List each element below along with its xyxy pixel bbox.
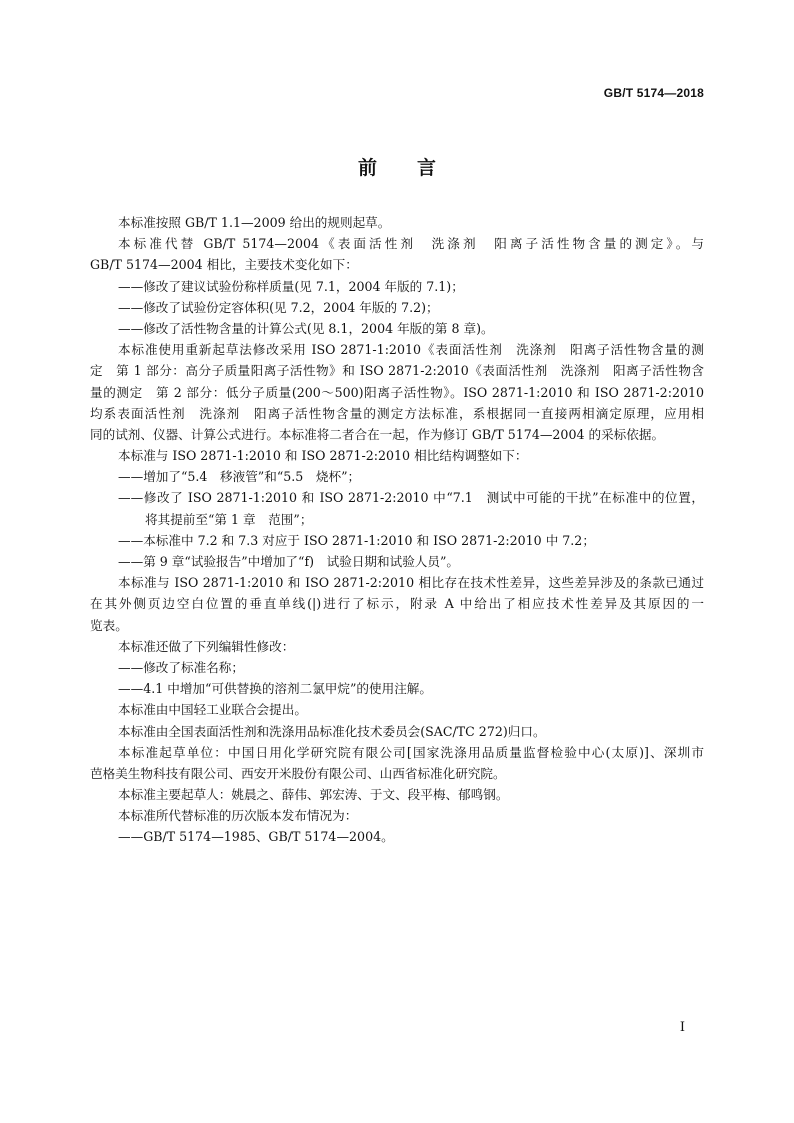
list-item: ——第 9 章“试验报告”中增加了“f) 试验日期和试验人员”。 [118,554,460,569]
paragraph-line: 同的试剂、仪器、计算公式进行。本标准将二者合在一起，作为修订 GB/T 5174—2004 的采标依据。 [90,426,665,442]
paragraph-line: 本标准按照 GB/T 1.1—2009 给出的规则起草。 [118,215,391,230]
paragraph-line: 本标准代替 GB/T 5174—2004《表面活性剂 洗涤剂 阳离子活性物含量的测定》。与 [118,236,704,252]
paragraph-line: 本标准与 ISO 2871-1:2010 和 ISO 2871-2:2010 相比存在技术性差异，这些差异涉及的条款已通过 [118,575,704,591]
paragraph-line: GB/T 5174—2004 相比，主要技术变化如下： [90,257,358,273]
list-item: ——修改了 ISO 2871-1:2010 和 ISO 2871-2:2010 中“7.1 测试中可能的干扰”在标准中的位置， [118,490,704,506]
paragraph-line: 本标准与 ISO 2871-1:2010 和 ISO 2871-2:2010 相比结构调整如下： [118,448,528,464]
page-number: I [679,1020,685,1035]
list-item: ——修改了建议试验份称样质量(见 7.1，2004 年版的 7.1)； [118,278,464,294]
list-item: ——增加了“5.4 移液管”和“5.5 烧杯”； [118,469,361,485]
foreword-body [90,212,704,848]
paragraph-line: 本标准由中国轻工业联合会提出。 [118,702,307,718]
paragraph-line: 在其外侧页边空白位置的垂直单线(|)进行了标示，附录 A 中给出了相应技术性差异及其原因的一 [90,596,704,612]
paragraph-line: 本标准起草单位：中国日用化学研究院有限公司[国家洗涤用品质量监督检验中心(太原)]、深圳市 [118,744,704,760]
paragraph-line: 本标准主要起草人：姚晨之、薛伟、郭宏涛、于文、段平梅、郁鸣钢。 [118,787,509,803]
list-item: ——修改了活性物含量的计算公式(见 8.1，2004 年版的第 8 章)。 [118,320,494,336]
page-title: 前言 [357,157,476,179]
paragraph-line: 本标准使用重新起草法修改采用 ISO 2871-1:2010《表面活性剂 洗涤剂 阳离子活性物含量的测 [118,342,704,358]
list-item: ——GB/T 5174—1985、GB/T 5174—2004。 [118,829,394,845]
paragraph-line: 定 第 1 部分：高分子质量阳离子活性物》和 ISO 2871-2:2010《表面活性剂 洗涤剂 阳离子活性物含 [90,363,704,379]
paragraph-line: 本标准所代替标准的历次版本发布情况为： [118,808,358,824]
paragraph-line: 芭格美生物科技有限公司、西安开米股份有限公司、山西省标准化研究院。 [90,765,506,781]
list-item-continuation: 将其提前至“第 1 章 范围”； [145,511,313,527]
paragraph-line: 均系表面活性剂 洗涤剂 阳离子活性物含量的测定方法标准，系根据同一直接两相滴定原理，应用相 [90,405,704,421]
paragraph-line: 量的测定 第 2 部分：低分子质量(200～500)阳离子活性物》。ISO 2871-1:2010 和 ISO 2871-2:2010 [90,384,704,400]
paragraph-line: 本标准还做了下列编辑性修改： [118,638,295,654]
list-item: ——4.1 中增加“可供替换的溶剂二氯甲烷”的使用注解。 [118,681,432,697]
document-code: GB/T 5174—2018 [603,86,704,100]
list-item: ——修改了标准名称； [118,659,244,675]
list-item: ——本标准中 7.2 和 7.3 对应于 ISO 2871-1:2010 和 ISO 2871-2:2010 中 7.2； [118,532,595,548]
paragraph-line: 览表。 [90,617,128,633]
list-item: ——修改了试验份定容体积(见 7.2，2004 年版的 7.2)； [118,299,439,315]
paragraph-line: 本标准由全国表面活性剂和洗涤用品标准化技术委员会(SAC/TC 272)归口。 [118,723,546,739]
